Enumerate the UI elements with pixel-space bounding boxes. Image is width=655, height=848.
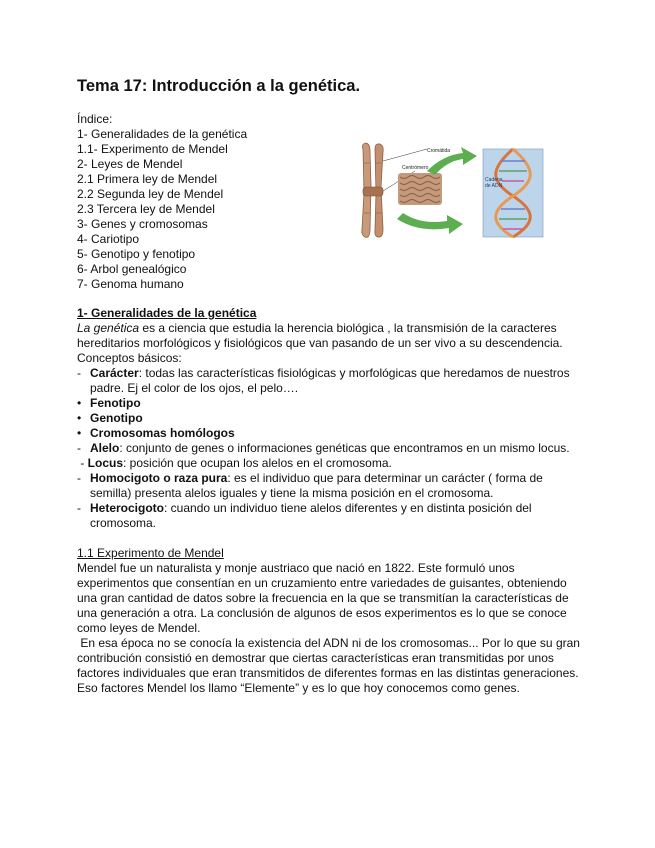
concept-text: : conjunto de genes o informaciones genéticas que encontramos en un mismo locus. (119, 441, 570, 455)
label-centromero: Centrómero (402, 165, 429, 171)
concept-term: Heterocigoto (90, 501, 165, 515)
concept-term: Carácter (90, 366, 139, 380)
intro-term: La genética (77, 321, 140, 335)
concept-item (77, 366, 587, 396)
label-cadena-2: de ADN (485, 183, 503, 189)
concept-item (77, 426, 587, 441)
section1-1-paragraph-2: En esa época no se conocía la existencia del ADN ni de los cromosomas... Por lo que su gran contribución consistió en demostrar que ciertas características eran transmitidas por unos factores individuales que eran transmitidos de diferentes formas en las distintas generaciones. Eso factores Mendel los llamo “Elemente” y es lo que hoy conocemos como genes. (77, 636, 584, 695)
concept-item (77, 441, 587, 456)
index-item: 2.3 Tercera ley de Mendel (77, 202, 215, 216)
list-marker: • (77, 411, 82, 425)
index-list (77, 112, 247, 292)
concept-item (77, 501, 587, 531)
index-item: 1.1- Experimento de Mendel (77, 142, 228, 156)
concept-term: Fenotipo (90, 396, 141, 410)
concept-text: : es el individuo que para determinar un carácter ( forma de semilla) presenta alelos iguales y tiene la misma posición en el cromosoma. (90, 471, 543, 500)
concept-text: : posición que ocupan los alelos en el cromosoma. (123, 456, 392, 470)
concept-term: Locus (87, 456, 124, 470)
index-item: 3- Genes y cromosomas (77, 217, 208, 231)
page-title: Tema 17: Introducción a la genética. (77, 77, 361, 95)
dna-helix-illustration (483, 149, 543, 237)
intro-text: es a ciencia que estudia la herencia biológica , la transmisión de la caracteres hereditarios morfológicos y fisiológicos que van pasando de un ser vivo a su descendencia. (77, 321, 563, 350)
index-item: 4- Cariotipo (77, 232, 140, 246)
index-item: 5- Genotipo y fenotipo (77, 247, 196, 261)
list-marker: - (77, 441, 81, 455)
chromosome-illustration (362, 143, 383, 237)
chromosome-dna-figure (355, 141, 600, 241)
concept-item (77, 456, 587, 471)
concept-term: Homocigoto o raza pura (90, 471, 228, 485)
index-item: 7- Genoma humano (77, 277, 184, 291)
concept-text: : cuando un individuo tiene alelos diferentes y en distinta posición del cromosoma. (90, 501, 532, 530)
document-body (77, 306, 587, 696)
index-item: 2- Leyes de Mendel (77, 157, 183, 171)
index-item: 2.1 Primera ley de Mendel (77, 172, 218, 186)
concept-item (77, 471, 587, 501)
list-marker: • (77, 396, 82, 410)
section1-1-heading: 1.1 Experimento de Mendel (77, 546, 224, 560)
list-marker: - (77, 471, 81, 485)
concept-item (77, 411, 587, 426)
concept-text: : todas las características fisiológicas y morfológicas que heredamos de nuestros padre. Ej el color de los ojos, el pelo…. (90, 366, 570, 395)
list-marker: - (77, 501, 81, 515)
list-marker: - (77, 456, 88, 470)
index-item: 6- Arbol genealógico (77, 262, 187, 276)
concept-term: Cromosomas homólogos (90, 426, 235, 440)
concept-term: Alelo (90, 441, 120, 455)
concepts-label: Conceptos básicos: (77, 351, 182, 365)
concept-item (77, 396, 587, 411)
concept-term: Genotipo (90, 411, 143, 425)
concepts-list (77, 366, 587, 531)
list-marker: - (77, 366, 81, 380)
arrow-down-icon (397, 213, 463, 234)
label-cromatida: Cromátida (427, 148, 451, 154)
index-item: 2.2 Segunda ley de Mendel (77, 187, 224, 201)
label-cadena-1: Cadena (485, 177, 503, 183)
section1-heading: 1- Generalidades de la genética (77, 306, 257, 320)
section1-intro (77, 321, 587, 351)
chromatin-illustration (398, 173, 442, 205)
index-heading: Índice: (77, 112, 113, 126)
index-item: 1- Generalidades de la genética (77, 127, 248, 141)
list-marker: • (77, 426, 82, 440)
section1-1-paragraph-1: Mendel fue un naturalista y monje austriaco que nació en 1822. Este formuló unos experimentos que consentían en un cruzamiento entre variedades de guisantes, obteniendo una gran cantidad de datos sobre la frecuencia en la que se transmitían la características de una generación a otra. La conclusión de algunos de esos experimentos es lo que se conoce como leyes de Mendel. (77, 561, 569, 635)
